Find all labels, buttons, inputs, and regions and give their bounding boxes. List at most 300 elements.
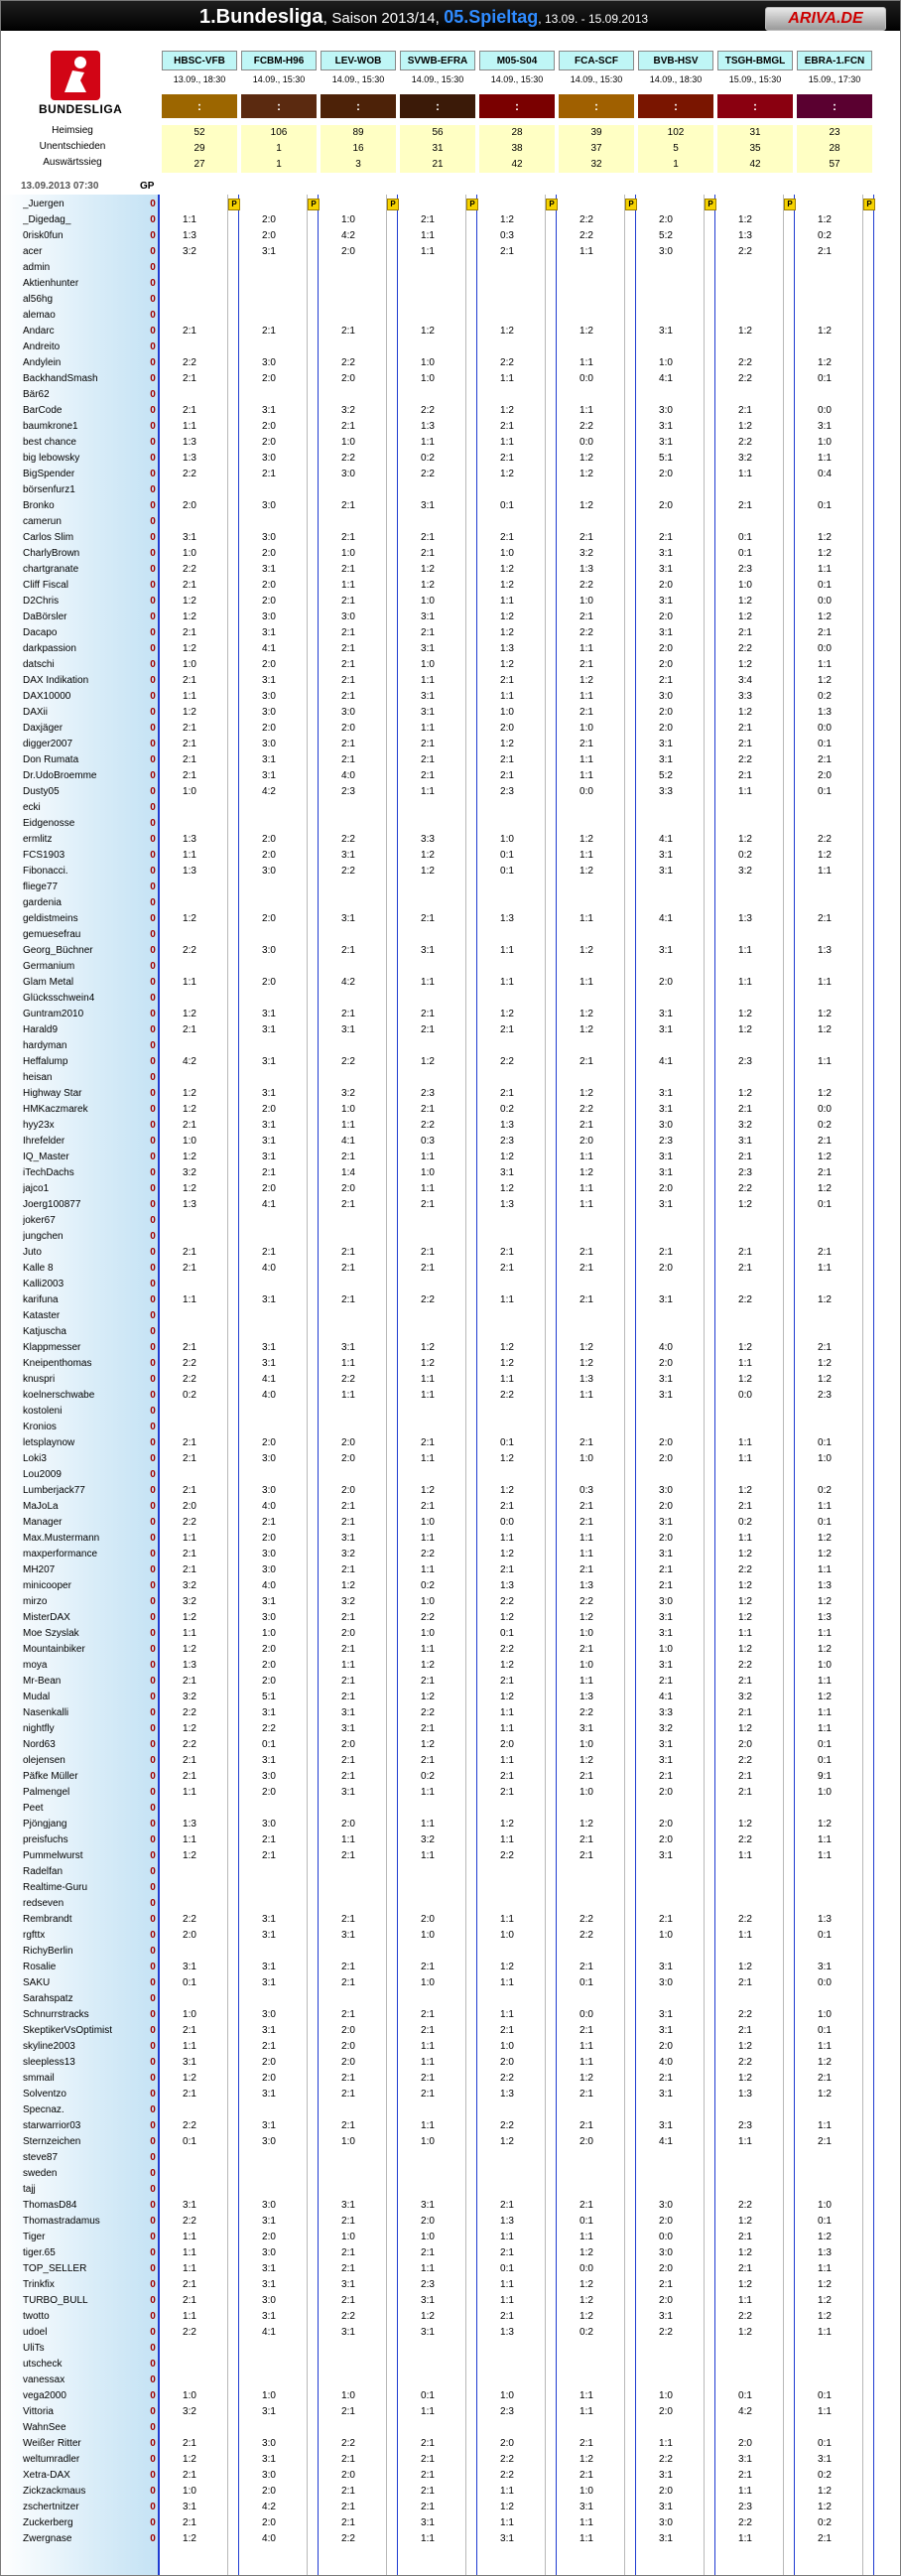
user-name[interactable]: twotto [23,2311,50,2322]
tip-cell: 1:3 [500,913,514,924]
match-code[interactable]: HBSC-VFB [162,51,237,70]
tip-cell: 2:1 [579,659,593,670]
user-name[interactable]: Solventzo [23,2089,66,2100]
tip-cell: 2:2 [500,2073,514,2084]
user-name[interactable]: Andylein [23,357,62,368]
tip-cell: 2:1 [341,2486,355,2497]
tip-cell: 2:2 [421,1612,435,1623]
user-name[interactable]: TURBO_BULL [23,2295,88,2306]
tip-cell: 2:0 [659,580,673,591]
user-name[interactable]: Schnurrstracks [23,2009,89,2020]
tip-cell: 1:2 [183,2454,196,2465]
table-row [1,1086,900,1102]
table-row [1,1753,900,1769]
tip-cell: 2:1 [341,532,355,543]
table-row [1,1928,900,1944]
user-name[interactable]: Peet [23,1803,44,1814]
tip-cell: 3:1 [659,1549,673,1559]
user-gp: 0 [150,2073,156,2084]
user-name[interactable]: smmail [23,2073,55,2084]
tip-cell: 1:0 [183,2009,196,2020]
user-name[interactable]: digger2007 [23,739,73,749]
user-name[interactable]: darkpassion [23,643,76,654]
tip-cell: 1:2 [738,596,752,607]
user-name[interactable]: olejensen [23,1755,65,1766]
tip-cell: 5:2 [659,770,673,781]
user-gp: 0 [150,1660,156,1671]
user-name[interactable]: MisterDAX [23,1612,70,1623]
user-name[interactable]: baumkrone1 [23,421,78,432]
user-name[interactable]: Xetra-DAX [23,2470,70,2481]
user-name[interactable]: Mr-Bean [23,1676,62,1687]
user-name[interactable]: geldistmeins [23,913,78,924]
user-name[interactable]: DAXii [23,707,49,718]
tip-cell: 3:1 [262,1977,276,1988]
user-name[interactable]: rgfttx [23,1930,46,1941]
tip-cell: 3:1 [659,564,673,575]
tip-cell: 3:1 [500,2533,514,2544]
user-gp: 0 [150,1294,156,1305]
tip-cell: 1:3 [738,230,752,241]
user-name[interactable]: Bär62 [23,389,50,400]
tip-cell: 3:1 [659,1517,673,1528]
ariva-logo[interactable]: ARIVA.DE [765,7,886,31]
tip-cell: 3:1 [262,1930,276,1941]
user-name[interactable]: Bronko [23,500,55,511]
user-name[interactable]: moya [23,1660,48,1671]
user-name[interactable]: Kataster [23,1310,61,1321]
user-name[interactable]: RichyBerlin [23,1946,73,1957]
user-name[interactable]: skyline2003 [23,2041,75,2052]
user-name[interactable]: Aktienhunter [23,278,79,289]
tip-cell: 2:0 [341,1819,355,1830]
tip-cell: 3:1 [659,326,673,337]
user-name[interactable]: Germanium [23,961,75,972]
matchday-link[interactable]: 05.Spieltag [444,7,539,27]
user-name[interactable]: maxperformance [23,1549,98,1559]
user-name[interactable]: steve87 [23,2152,59,2163]
user-name[interactable]: utscheck [23,2359,63,2370]
user-name[interactable]: Tiger [23,2232,46,2242]
match-code[interactable]: FCBM-H96 [241,51,317,70]
tip-cell: 2:2 [738,1294,752,1305]
tip-cell: 1:2 [579,675,593,686]
tip-cell: 1:3 [183,230,196,241]
tip-cell: 3:0 [262,707,276,718]
user-name[interactable]: CharlyBrown [23,548,80,559]
user-name[interactable]: UliTs [23,2343,45,2354]
tip-cell: 3:1 [818,1962,832,1972]
tip-cell: 4:0 [262,1501,276,1512]
user-name[interactable]: börsenfurz1 [23,484,75,495]
user-name[interactable]: Trinkfix [23,2279,55,2290]
tip-cell: 1:2 [183,913,196,924]
user-name[interactable]: minicooper [23,1580,71,1591]
tip-cell: 2:1 [341,596,355,607]
user-name[interactable]: heisan [23,1072,53,1083]
tip-cell: 2:1 [183,1437,196,1448]
user-name[interactable]: Highway Star [23,1088,82,1099]
user-name[interactable]: sleepless13 [23,2057,75,2068]
tip-cell: 2:1 [183,675,196,686]
user-name[interactable]: tiger.65 [23,2247,56,2258]
user-name[interactable]: vanessax [23,2374,65,2385]
user-name[interactable]: Palmengel [23,1787,70,1798]
tip-cell: 1:0 [183,2486,196,2497]
tip-cell: 2:0 [738,1739,752,1750]
user-name[interactable]: DAX10000 [23,691,71,702]
user-name[interactable]: tajj [23,2184,36,2195]
tip-cell: 1:2 [818,1183,832,1194]
tip-cell: 2:1 [579,2089,593,2100]
tip-cell: 1:2 [818,214,832,225]
user-name[interactable]: Dacapo [23,627,58,638]
tip-cell: 2:2 [183,2120,196,2131]
user-name[interactable]: Kalli2003 [23,1279,64,1289]
tip-cell: 2:1 [262,2041,276,2052]
draw-count: 16 [321,141,396,157]
tip-cell: 1:2 [183,1612,196,1623]
tip-cell: 2:2 [421,1549,435,1559]
tip-cell: 2:1 [262,1167,276,1178]
user-name[interactable]: BigSpender [23,469,75,479]
user-name[interactable]: Mountainbiker [23,1644,85,1655]
user-name[interactable]: datschi [23,659,55,670]
tip-cell: 3:0 [262,2247,276,2258]
draw-count: 28 [797,141,872,157]
match-score: : [162,94,237,118]
user-name[interactable]: karifuna [23,1294,59,1305]
user-name[interactable]: Loki3 [23,1453,47,1464]
tip-cell: 2:0 [341,1183,355,1194]
user-name[interactable]: Heffalump [23,1056,68,1067]
match-code[interactable]: BVB-HSV [638,51,713,70]
user-name[interactable]: _Juergen [23,199,64,209]
user-name[interactable]: big lebowsky [23,453,80,464]
table-row [1,260,900,276]
tip-cell: 3:2 [183,2406,196,2417]
user-name[interactable]: Andarc [23,326,55,337]
user-name[interactable]: koelnerschwabe [23,1390,95,1401]
user-name[interactable]: Manager [23,1517,63,1528]
tip-cell: 1:1 [421,1453,435,1464]
user-name[interactable]: Georg_Büchner [23,945,93,956]
user-name[interactable]: 0risk0fun [23,230,64,241]
match-code[interactable]: SVWB-EFRA [400,51,475,70]
user-name[interactable]: Andreito [23,341,61,352]
user-gp: 0 [150,2152,156,2163]
table-row [1,546,900,562]
user-name[interactable]: iTechDachs [23,1167,74,1178]
match-kickoff-time: 15.09., 17:30 [808,74,861,84]
user-name[interactable]: al56hg [23,294,54,305]
user-name[interactable]: Nord63 [23,1739,56,1750]
user-name[interactable]: letsplaynow [23,1437,75,1448]
tip-cell: 2:2 [341,1374,355,1385]
tip-cell: 2:1 [341,2073,355,2084]
match-kickoff-time: 14.09., 18:30 [649,74,703,84]
gp-header: GP [140,181,155,192]
user-name[interactable]: Sternzeichen [23,2136,81,2147]
match-code[interactable]: LEV-WOB [321,51,396,70]
tip-cell: 3:0 [262,1564,276,1575]
tip-cell: 0:0 [659,2232,673,2242]
match-code[interactable]: M05-S04 [479,51,555,70]
tip-cell: 1:2 [579,1088,593,1099]
user-name[interactable]: Radelfan [23,1866,64,1877]
user-name[interactable]: Carlos Slim [23,532,74,543]
user-name[interactable]: WahnSee [23,2422,66,2433]
tip-cell: 2:1 [818,754,832,765]
user-name[interactable]: Lumberjack77 [23,1485,85,1496]
user-gp: 0 [150,2041,156,2052]
tip-cell: 2:1 [341,2406,355,2417]
tip-cell: 1:1 [818,1834,832,1845]
user-name[interactable]: sweden [23,2168,58,2179]
tip-cell: 3:1 [659,2089,673,2100]
user-name[interactable]: nightfly [23,1723,55,1734]
user-name[interactable]: SAKU [23,1977,51,1988]
tip-cell: 2:1 [183,2517,196,2528]
user-gp: 0 [150,326,156,337]
user-name[interactable]: DaBörsler [23,611,67,622]
user-name[interactable]: Rosalie [23,1962,57,1972]
user-name[interactable]: D2Chris [23,596,60,607]
user-name[interactable]: Don Rumata [23,754,79,765]
user-name[interactable]: Vittoria [23,2406,54,2417]
table-row [1,1785,900,1801]
tip-cell: 1:2 [579,1342,593,1353]
tip-cell: 1:3 [500,2089,514,2100]
user-name[interactable]: Katjuscha [23,1326,66,1337]
user-name[interactable]: BarCode [23,405,63,416]
tip-cell: 2:0 [341,1739,355,1750]
tip-cell: 0:1 [818,1739,832,1750]
tip-cell: 3:1 [183,1962,196,1972]
tip-cell: 2:1 [341,1263,355,1274]
tip-cell: 1:3 [500,1580,514,1591]
user-name[interactable]: _Digedag_ [23,214,71,225]
tip-cell: 3:1 [659,1612,673,1623]
user-name[interactable]: preisfuchs [23,1834,68,1845]
tip-cell: 3:0 [262,866,276,877]
user-name[interactable]: starwarrior03 [23,2120,81,2131]
tip-cell: 1:2 [183,1152,196,1162]
tip-cell: 1:2 [818,1088,832,1099]
user-name[interactable]: weltumradler [23,2454,80,2465]
user-gp: 0 [150,262,156,273]
tip-cell: 2:0 [659,707,673,718]
user-gp: 0 [150,1739,156,1750]
user-gp: 0 [150,1962,156,1972]
user-name[interactable]: joker67 [23,1215,56,1226]
tip-cell: 1:1 [421,1533,435,1544]
user-name[interactable]: Harald9 [23,1024,59,1035]
user-name[interactable]: redseven [23,1898,64,1909]
user-name[interactable]: fliege77 [23,881,59,892]
user-name[interactable]: chartgranate [23,564,79,575]
user-name[interactable]: hyy23x [23,1120,55,1131]
user-name[interactable]: HMKaczmarek [23,1104,88,1115]
user-gp: 0 [150,1390,156,1401]
tip-cell: 3:1 [659,1374,673,1385]
user-name[interactable]: Nasenkalli [23,1707,69,1718]
tip-cell: 2:1 [341,1962,355,1972]
user-name[interactable]: Glücksschwein4 [23,993,95,1004]
match-code[interactable]: FCA-SCF [559,51,634,70]
user-name[interactable]: Päfke Müller [23,1771,78,1782]
user-name[interactable]: FCS1903 [23,850,65,861]
tip-cell: 3:1 [421,643,435,654]
table-row [1,1674,900,1690]
user-name[interactable]: Thomastradamus [23,2216,100,2227]
user-name[interactable]: vega2000 [23,2390,66,2401]
match-code[interactable]: EBRA-1.FCN [797,51,872,70]
user-name[interactable]: MaJoLa [23,1501,59,1512]
user-name[interactable]: jajco1 [23,1183,50,1194]
user-name[interactable]: Weißer Ritter [23,2438,81,2449]
user-name[interactable]: Kalle 8 [23,1263,54,1274]
tip-cell: 2:0 [341,1628,355,1639]
tip-cell: 2:1 [738,1676,752,1687]
user-name[interactable]: Cliff Fiscal [23,580,68,591]
table-row [1,1515,900,1531]
tip-cell: 1:2 [579,2247,593,2258]
tip-cell: 1:2 [579,500,593,511]
tip-cell: 2:2 [500,1596,514,1607]
user-name[interactable]: Ihrefelder [23,1136,65,1147]
user-name[interactable]: kostoleni [23,1406,63,1417]
user-name[interactable]: Max.Mustermann [23,1533,100,1544]
user-name[interactable]: acer [23,246,43,257]
tip-cell: 1:2 [579,2073,593,2084]
user-name[interactable]: Sarahspatz [23,1993,73,2004]
user-gp: 0 [150,2025,156,2036]
tip-cell: 1:1 [579,1183,593,1194]
tip-cell: 2:1 [579,1564,593,1575]
tip-cell: 1:1 [183,1533,196,1544]
tip-cell: 2:1 [738,739,752,749]
user-name[interactable]: gemuesefrau [23,929,81,940]
tip-cell: 2:2 [818,834,832,845]
user-name[interactable]: Eidgenosse [23,818,75,829]
tip-cell: 2:1 [341,1644,355,1655]
user-name[interactable]: Kneipenthomas [23,1358,92,1369]
user-name[interactable]: Guntram2010 [23,1009,84,1019]
user-name[interactable]: Zickzackmaus [23,2486,86,2497]
tip-cell: 1:3 [818,1612,832,1623]
table-row [1,562,900,578]
tip-cell: 1:3 [183,1660,196,1671]
tip-cell: 1:2 [738,2247,752,2258]
user-name[interactable]: Daxjäger [23,723,64,734]
tip-cell: 2:1 [659,2073,673,2084]
tip-cell: 3:1 [262,1755,276,1766]
tip-cell: 1:2 [738,1644,752,1655]
table-row [1,1960,900,1975]
user-name[interactable]: zschertnitzer [23,2502,79,2512]
user-name[interactable]: Dusty05 [23,786,60,797]
tip-cell: 2:0 [262,1660,276,1671]
user-gp: 0 [150,913,156,924]
table-row [1,1038,900,1054]
tip-cell: 2:0 [818,770,832,781]
tip-cell: 2:1 [738,1104,752,1115]
tip-cell: 2:1 [341,326,355,337]
user-name[interactable]: ThomasD84 [23,2200,77,2211]
user-name[interactable]: Lou2009 [23,1469,62,1480]
tip-cell: 1:1 [500,437,514,448]
tip-cell: 0:1 [818,2216,832,2227]
user-name[interactable]: Juto [23,1247,42,1258]
user-name[interactable]: Zwergnase [23,2533,72,2544]
match-code[interactable]: TSGH-BMGL [717,51,793,70]
user-name[interactable]: gardenia [23,897,62,908]
tip-cell: 2:2 [183,1739,196,1750]
user-name[interactable]: Pjöngjang [23,1819,67,1830]
user-name[interactable]: admin [23,262,51,273]
user-name[interactable]: Kronios [23,1422,57,1432]
user-name[interactable]: udoel [23,2327,48,2338]
user-gp: 0 [150,850,156,861]
tip-cell: 2:0 [341,246,355,257]
draw-count: 1 [241,141,317,157]
user-name[interactable]: Klappmesser [23,1342,81,1353]
tip-cell: 1:1 [818,1707,832,1718]
user-name[interactable]: ermlitz [23,834,53,845]
tip-cell: 1:2 [738,1723,752,1734]
user-name[interactable]: best chance [23,437,76,448]
tip-cell: 0:2 [818,1485,832,1496]
user-name[interactable]: hardyman [23,1040,67,1051]
user-name[interactable]: SkeptikerVsOptimist [23,2025,113,2036]
user-gp: 0 [150,1564,156,1575]
user-name[interactable]: BackhandSmash [23,373,98,384]
user-name[interactable]: Zuckerberg [23,2517,73,2528]
tip-cell: 2:2 [738,1914,752,1925]
tip-cell: 1:0 [421,357,435,368]
user-gp: 0 [150,1358,156,1369]
tip-cell: 1:1 [183,214,196,225]
user-name[interactable]: Realtime-Guru [23,1882,88,1893]
user-name[interactable]: Rembrandt [23,1914,72,1925]
user-name[interactable]: alemao [23,310,56,321]
tip-cell: 2:3 [659,1136,673,1147]
user-name[interactable]: Specnaz. [23,2104,64,2115]
user-name[interactable]: TOP_SELLER [23,2263,87,2274]
user-name[interactable]: Pummelwurst [23,1850,83,1861]
tip-cell: 1:2 [421,1660,435,1671]
user-name[interactable]: camerun [23,516,62,527]
user-name[interactable]: Glam Metal [23,977,74,988]
user-name[interactable]: mirzo [23,1596,48,1607]
tip-cell: 3:1 [659,2470,673,2481]
tip-cell: 3:2 [341,1596,355,1607]
user-name[interactable]: Dr.UdoBroemme [23,770,97,781]
user-name[interactable]: MH207 [23,1564,56,1575]
user-name[interactable]: IQ_Master [23,1152,69,1162]
user-name[interactable]: Mudal [23,1692,51,1702]
tip-cell: 2:1 [341,945,355,956]
user-name[interactable]: Joerg100877 [23,1199,81,1210]
user-name[interactable]: knuspri [23,1374,56,1385]
user-name[interactable]: DAX Indikation [23,675,89,686]
table-row [1,1435,900,1451]
user-name[interactable]: Moe Szyslak [23,1628,79,1639]
user-name[interactable]: Fibonacci. [23,866,68,877]
user-name[interactable]: jungchen [23,1231,64,1242]
user-name[interactable]: ecki [23,802,41,813]
